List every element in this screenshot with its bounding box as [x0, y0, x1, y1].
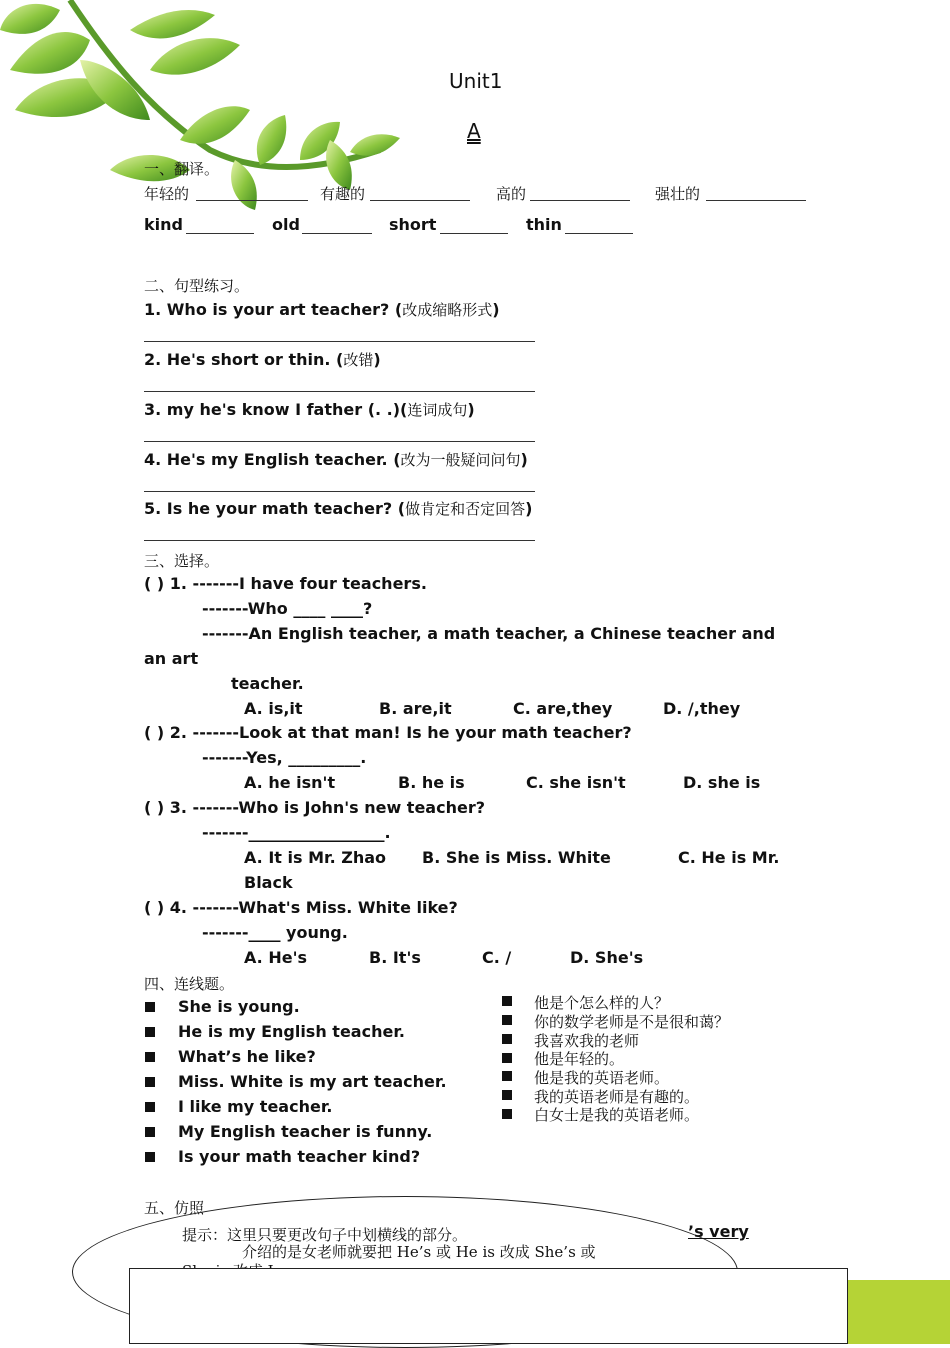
option: A. he isn't [244, 773, 336, 792]
bullet-icon [502, 1071, 512, 1081]
answer-box[interactable] [129, 1268, 848, 1344]
match-left-item: What’s he like? [178, 1047, 316, 1066]
match-right-item: 我的英语老师是有趣的。 [534, 1088, 700, 1106]
page-subtitle: A [467, 119, 481, 143]
section-1-heading: 一、翻译。 [144, 160, 220, 178]
question-line: -------Who ____ ____? [202, 599, 373, 618]
option: C. / [482, 948, 512, 967]
bullet-icon [145, 1027, 155, 1037]
en-item: kind [144, 215, 183, 234]
option: B. She is Miss. White [422, 848, 611, 867]
section-4-heading: 四、连线题。 [144, 975, 235, 993]
bullet-icon [502, 1015, 512, 1025]
match-right-item: 你的数学老师是不是很和蔼？ [534, 1013, 730, 1031]
bullet-icon [145, 1102, 155, 1112]
blank-line [186, 233, 254, 234]
match-left-item: He is my English teacher. [178, 1022, 405, 1041]
question-line: -------Yes, _________. [202, 748, 367, 767]
match-left-item: Miss. White is my art teacher. [178, 1072, 447, 1091]
match-right-item: 他是个怎么样的人？ [534, 994, 670, 1012]
match-left-item: Is your math teacher kind? [178, 1147, 421, 1166]
section-2-heading: 二、句型练习。 [144, 277, 250, 295]
en-item: short [389, 215, 437, 234]
answer-line [144, 540, 535, 541]
exercise-item: 4. He's my English teacher. (改为一般疑问问句) [144, 450, 528, 469]
exercise-item: 2. He's short or thin. (改错) [144, 350, 381, 369]
en-item: thin [526, 215, 562, 234]
bullet-icon [502, 1034, 512, 1044]
corner-decoration [848, 1280, 950, 1344]
option: D. she is [683, 773, 761, 792]
hint-text: 介绍的是女老师就要把 He’s 或 He is 改成 She’s 或 [242, 1243, 596, 1261]
blank-line [196, 200, 308, 201]
option: A. He's [244, 948, 307, 967]
bullet-icon [145, 1127, 155, 1137]
option-continuation: Black [244, 873, 293, 892]
option: B. are,it [379, 699, 452, 718]
blank-line [370, 200, 470, 201]
bullet-icon [502, 1109, 512, 1119]
match-right-item: 我喜欢我的老师 [534, 1032, 640, 1050]
question-line: -------An English teacher, a math teacher, a Chinese teacher and [202, 624, 776, 643]
blank-line [530, 200, 630, 201]
option: B. he is [398, 773, 465, 792]
exercise-item: 3. my he's know I father (. .)(连词成句) [144, 400, 475, 419]
answer-line [144, 341, 535, 342]
question-line: -------_________________. [202, 823, 391, 842]
question-line: ( ) 3. -------Who is John's new teacher? [144, 798, 485, 817]
bullet-icon [502, 1090, 512, 1100]
question-line: -------____ young. [202, 923, 348, 942]
blank-line [302, 233, 372, 234]
section-3-heading: 三、选择。 [144, 552, 220, 570]
question-line: teacher. [231, 674, 304, 693]
bullet-icon [145, 1002, 155, 1012]
bullet-icon [502, 1053, 512, 1063]
option: C. are,they [513, 699, 613, 718]
bullet-icon [145, 1152, 155, 1162]
match-left-item: I like my teacher. [178, 1097, 333, 1116]
option: D. She's [570, 948, 644, 967]
match-left-item: She is young. [178, 997, 300, 1016]
bullet-icon [145, 1077, 155, 1087]
match-right-item: 他是年轻的。 [534, 1050, 625, 1068]
cn-item: 年轻的 [144, 185, 190, 203]
exercise-item: 5. Is he your math teacher? (做肯定和否定回答) [144, 499, 533, 518]
en-item: old [272, 215, 300, 234]
option: C. she isn't [526, 773, 626, 792]
blank-line [565, 233, 633, 234]
match-right-item: 他是我的英语老师。 [534, 1069, 670, 1087]
blank-line [440, 233, 508, 234]
hidden-sentence-fragment: ’s very [688, 1222, 749, 1241]
option: A. is,it [244, 699, 303, 718]
question-line: ( ) 1. -------I have four teachers. [144, 574, 427, 593]
cn-item: 高的 [496, 185, 527, 203]
section-5-heading: 五、仿照 [144, 1199, 205, 1217]
option: B. It's [369, 948, 421, 967]
bullet-icon [145, 1052, 155, 1062]
cn-item: 有趣的 [320, 185, 366, 203]
option: A. It is Mr. Zhao [244, 848, 387, 867]
hint-text: 提示：这里只要更改句子中划横线的部分。 [182, 1226, 468, 1244]
answer-line [144, 491, 535, 492]
blank-line [706, 200, 806, 201]
cn-item: 强壮的 [655, 185, 701, 203]
match-right-item: 白女士是我的英语老师。 [534, 1106, 700, 1124]
bullet-icon [502, 996, 512, 1006]
option: C. He is Mr. [678, 848, 780, 867]
question-line: an art [144, 649, 199, 668]
option: D. /,they [663, 699, 741, 718]
answer-line [144, 441, 535, 442]
exercise-item: 1. Who is your art teacher? (改成缩略形式) [144, 300, 500, 319]
question-line: ( ) 4. -------What's Miss. White like? [144, 898, 458, 917]
answer-line [144, 391, 535, 392]
page-title: Unit1 [449, 69, 503, 93]
match-left-item: My English teacher is funny. [178, 1122, 433, 1141]
question-line: ( ) 2. -------Look at that man! Is he your math teacher? [144, 723, 632, 742]
